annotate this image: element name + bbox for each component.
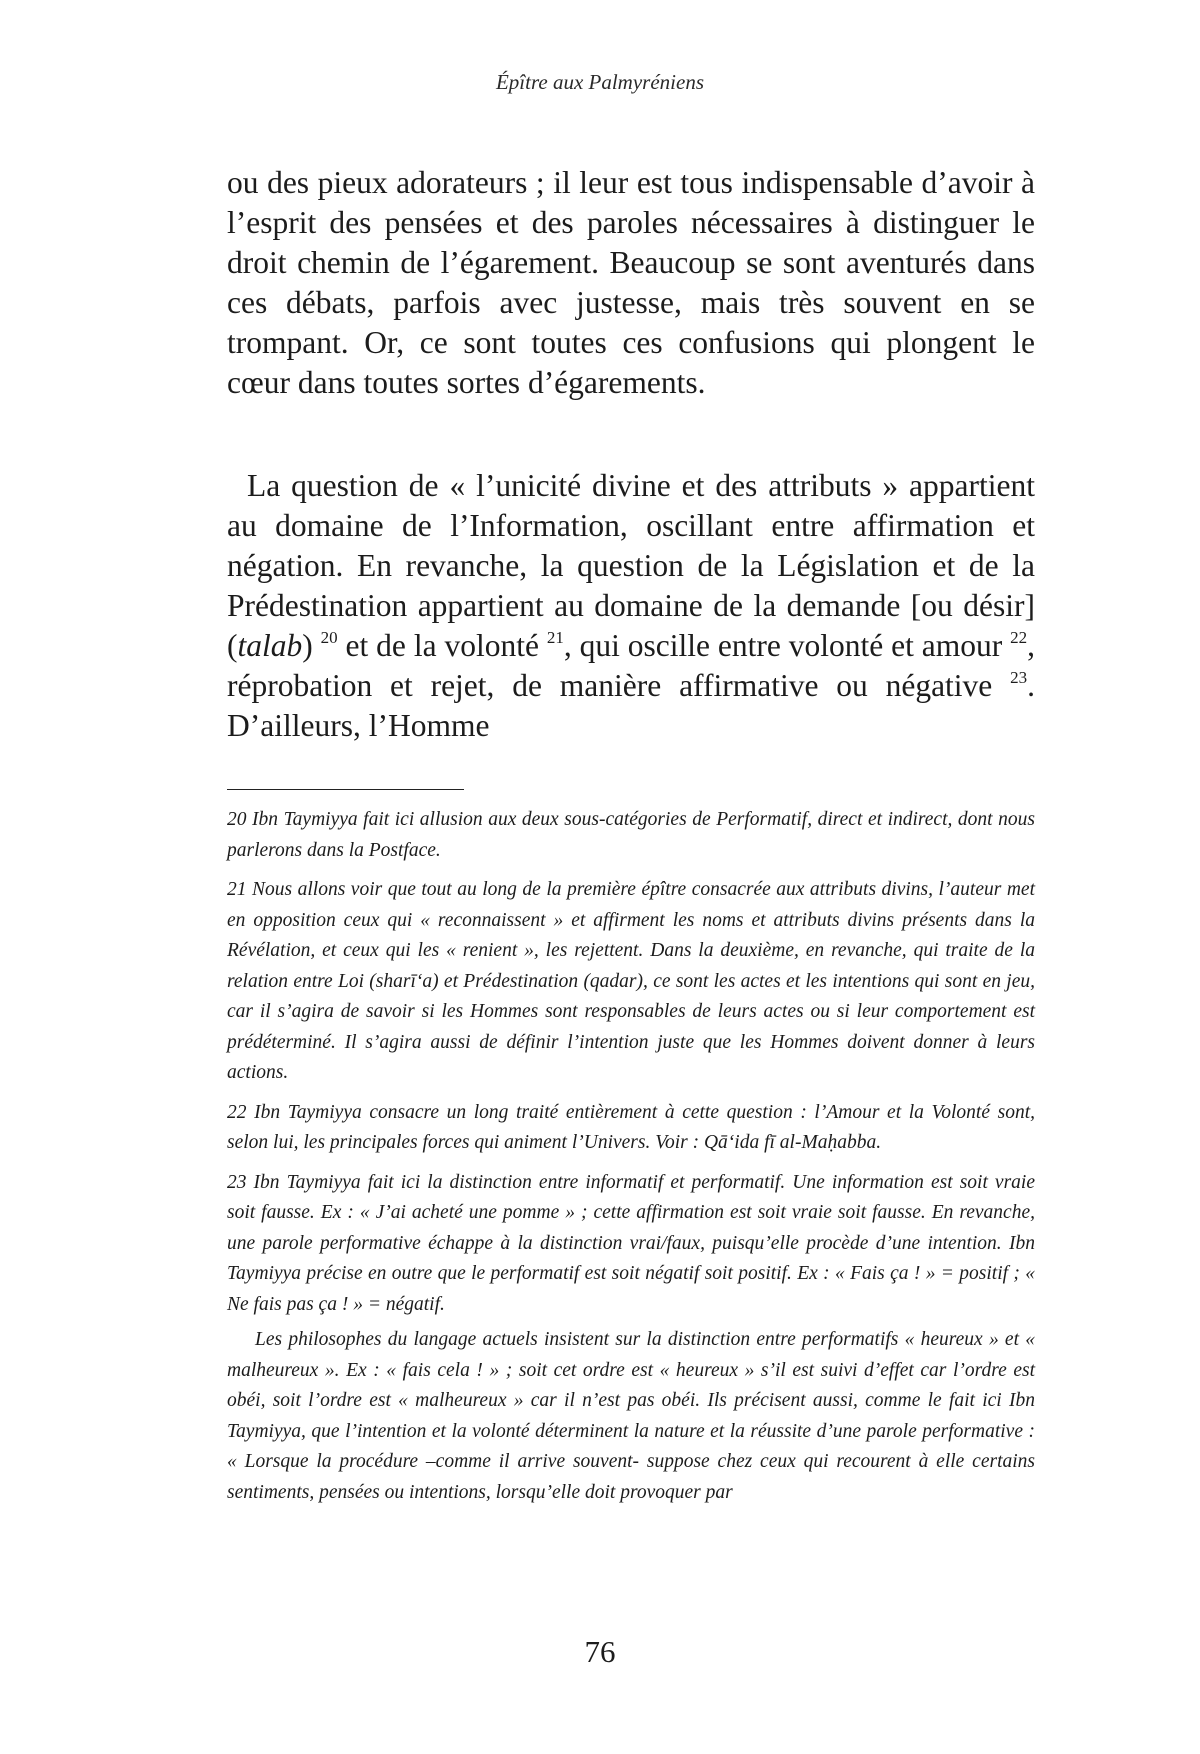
term-talab: talab (237, 628, 303, 663)
body-paragraph-1: ou des pieux adorateurs ; il leur est tous indispensable d’avoir à l’esprit des pensées et des paroles nécessaires à distinguer le droit chemin de l’égarement. Beaucoup se sont aventurés dans ces débats, parfois avec justesse, mais très souvent en se trompant. Or, ce sont toutes ces confusions qui plongent le cœur dans toutes sortes d’égarements. (227, 165, 1035, 400)
footnote-23-continuation: Les philosophes du langage actuels insistent sur la distinction entre performatifs « heureux » et « malheureux ». Ex : « fais cela ! » ; soit cet ordre est « heureux » s’il est suivi d’effet car l’ordre est obéi, soit l’ordre est « malheureux » car il n’est pas obéi. Ils précisent aussi, comme le fait ici Ibn Taymiyya, que l’intention et la volonté déterminent la nature et la réussite d’une parole performative : « Lorsque la procédure –comme il arrive souvent- suppose chez ceux qui recourent à elle certains sentiments, pensées ou intentions, lorsqu’elle doit provoquer par (227, 1329, 1035, 1503)
footnote-ref-20: 20 (320, 628, 338, 647)
paragraph-2-text-c: et de la volonté (337, 628, 547, 663)
running-header: Épître aux Palmyréniens (495, 70, 704, 94)
footnote-20: 20 Ibn Taymiyya fait ici allusion aux deux sous-catégories de Performatif, direct et indirect, dont nous parlerons dans la Postface. (227, 809, 1035, 861)
paragraph-2-text-d: , qui oscille entre volonté et amour (563, 628, 1011, 663)
footnote-separator (227, 789, 464, 790)
paragraph-2-text-e: , réprobation et rejet, de manière affirmative ou négative (227, 628, 1035, 703)
footnote-21: 21 Nous allons voir que tout au long de la première épître consacrée aux attributs divins, l’auteur met en opposition ceux qui « reconnaissent » et affirment les noms et attributs divins présents dans la Révélation, et ceux qui les « renient », les rejettent. Dans la deuxième, en revanche, qui traite de la relation entre Loi (sharī‘a) et Prédestination (qadar), ce sont les actes et les intentions qui sont en jeu, car il s’agira de savoir si les Hommes sont responsables de leurs actes ou si leur comportement est prédéterminé. Il s’agira aussi de définir l’intention juste que les Hommes doivent donner à leurs actions. (227, 879, 1035, 1083)
footnote-22: 22 Ibn Taymiyya consacre un long traité entièrement à cette question : l’Amour et la Volonté sont, selon lui, les principales forces qui animent l’Univers. Voir : Qā‘ida fī al-Maḥabba. (227, 1101, 1035, 1153)
footnotes-block (227, 805, 1035, 1517)
footnote-ref-21: 21 (546, 628, 564, 647)
paragraph-2-text-f: . D’ailleurs, l’Homme (227, 668, 1035, 743)
page-number: 76 (584, 1634, 616, 1669)
footnote-ref-23: 23 (1010, 668, 1028, 687)
footnote-23: 23 Ibn Taymiyya fait ici la distinction entre informatif et performatif. Une information est soit vraie soit fausse. Ex : « J’ai acheté une pomme » ; cette affirmation est soit vraie soit fausse. En revanche, une parole performative échappe à la distinction vrai/faux, puisqu’elle procède d’une intention. Ibn Taymiyya précise en outre que le performatif est soit négatif soit positif. Ex : « Fais ça ! » = positif ; « Ne fais pas ça ! » = négatif. (227, 1171, 1035, 1315)
paragraph-2-text-a: La question de « l’unicité divine et des attributs » appartient au domaine de l’Information, oscillant entre affirmation et négation. En revanche, la question de la Législation et de la Prédestination appartient au domaine de la demande [ou désir] ( (227, 468, 1035, 663)
paragraph-2-text-b: ) (302, 628, 321, 663)
body-paragraph-2 (227, 466, 1035, 746)
footnote-ref-22: 22 (1010, 628, 1028, 647)
